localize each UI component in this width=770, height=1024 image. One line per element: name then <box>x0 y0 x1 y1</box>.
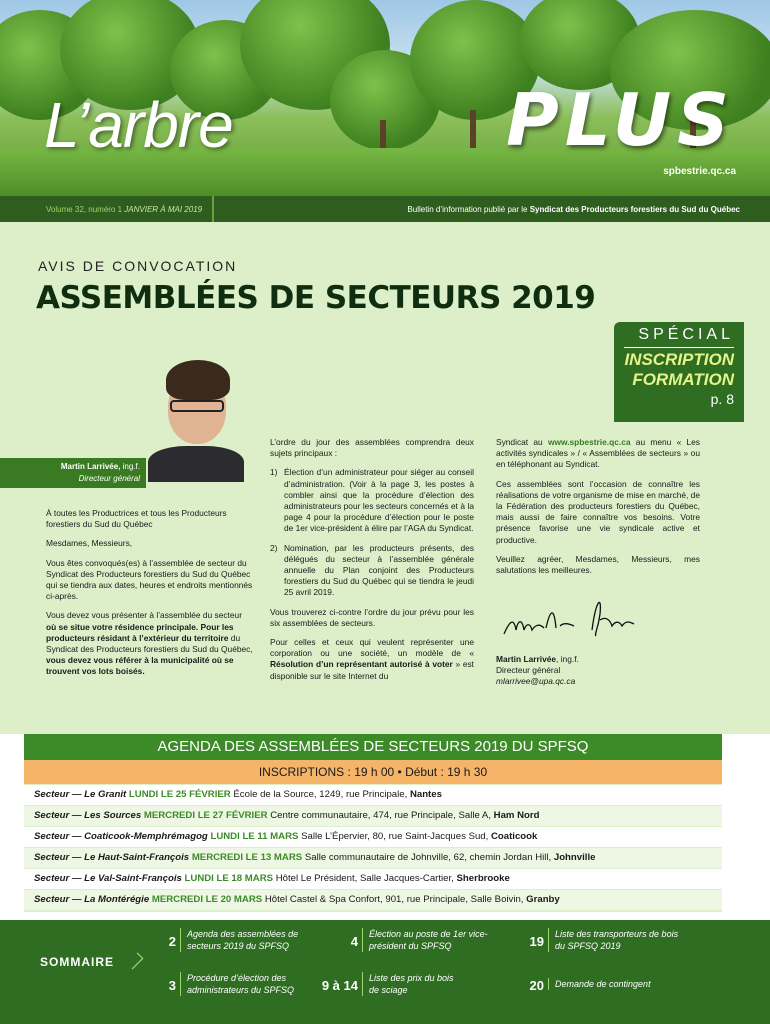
paragraph <box>270 637 474 682</box>
paragraph: L’ordre du jour des assemblées comprendra deux sujets principaux : <box>270 437 474 459</box>
divider <box>624 347 734 348</box>
sommaire-text: Liste des transporteurs de bois du SPFSQ 2019 <box>548 928 688 952</box>
sector-name: Secteur — Le Haut-Saint-François <box>34 852 190 863</box>
salutation: Mesdames, Messieurs, <box>46 538 133 549</box>
text-run: Vous devez vous présenter à l’assemblée du secteur <box>46 610 242 621</box>
paragraph <box>46 610 254 677</box>
page-title: ASSEMBLÉES DE SECTEURS 2019 <box>36 280 596 316</box>
agenda-inscriptions: INSCRIPTIONS : 19 h 00 • Début : 19 h 30 <box>24 760 722 784</box>
sommaire-page: 3 <box>168 978 176 993</box>
bulletin-description <box>407 205 740 214</box>
meeting-city: Johnville <box>553 852 596 863</box>
list-text: Nomination, par les producteurs présents, des délégués du secteur à l’assemblée générale annuelle du Plan conjoint des Producteurs forestiers du Sud du Québec qui se tiendra le jeudi 25 avril 2019. <box>284 542 474 598</box>
special-page: p. 8 <box>710 391 734 407</box>
sommaire-text: Procédure d’élection des administrateurs du SPFSQ <box>180 972 310 996</box>
signer-role: Directeur général <box>496 665 561 676</box>
meeting-date: MERCREDI LE 20 MARS <box>151 894 263 905</box>
sommaire-page: 4 <box>350 934 358 949</box>
meeting-city: Coaticook <box>490 831 538 842</box>
list-item <box>270 467 474 534</box>
meeting-city: Ham Nord <box>493 810 540 821</box>
author-role: Directeur général <box>78 474 140 483</box>
special-box[interactable] <box>614 322 744 422</box>
text-run: du Syndicat des Producteurs forestiers du Sud du Québec, <box>46 632 253 655</box>
meeting-place: Hôtel Castel & Spa Confort, 901, rue Principale, Salle Boivin, <box>264 894 527 905</box>
sommaire-text: Demande de contingent <box>548 978 688 990</box>
signer-name: Martin Larrivée <box>496 654 557 664</box>
meeting-date: LUNDI LE 25 FÉVRIER <box>128 789 231 800</box>
agenda-row <box>24 827 722 847</box>
letter-column-2 <box>270 437 474 690</box>
sector-name: Secteur — La Montérégie <box>34 894 150 905</box>
signature-block <box>496 654 700 688</box>
list-number: 1) <box>270 467 278 478</box>
author-credential: ing.f. <box>120 462 140 471</box>
sommaire-text: Élection au poste de 1er vice-président du SPFSQ <box>362 928 492 952</box>
portrait-glasses <box>170 400 224 412</box>
meeting-city: Granby <box>526 894 560 905</box>
sector-name: Secteur — Les Sources <box>34 810 142 821</box>
emphasis-text: vous devez vous référer à la municipalité où se trouvent vos lots boisés. <box>46 655 234 677</box>
issue-volume <box>46 205 202 214</box>
meeting-date: MERCREDI LE 13 MARS <box>191 852 303 863</box>
author-caption <box>0 458 146 488</box>
signer-email[interactable]: mlarrivee@upa.qc.ca <box>496 676 576 687</box>
meeting-date: LUNDI LE 11 MARS <box>210 831 299 842</box>
agenda-items <box>270 467 474 598</box>
text-run: Pour celles et ceux qui veulent représenter une corporation ou une société, un modèle de « <box>270 637 474 659</box>
special-formation: FORMATION <box>632 370 734 389</box>
emphasis-text: où se situe votre résidence principale. Pour les producteurs résidant à l’extérieur du territoire <box>46 621 234 643</box>
special-inscription: INSCRIPTION <box>624 350 734 369</box>
portrait-hair <box>166 360 230 400</box>
sommaire-page: 19 <box>529 934 544 949</box>
list-item <box>270 543 474 599</box>
sector-name: Secteur — Coaticook-Memphrémagog <box>34 831 208 842</box>
paragraph: Veuillez agréer, Mesdames, Messieurs, mes salutations les meilleures. <box>496 553 700 576</box>
logo-larbre: L’arbre <box>44 89 233 161</box>
meeting-place: Salle L’Épervier, 80, rue Saint-Jacques Sud, <box>301 831 491 842</box>
emphasis-text: Résolution d’un représentant autorisé à voter <box>270 659 453 670</box>
author-name: Martin Larrivée, <box>60 462 121 471</box>
meeting-place: Centre communautaire, 474, rue Principale, Salle A, <box>270 810 494 821</box>
special-label: SPÉCIAL <box>638 326 734 343</box>
header-banner <box>0 0 770 196</box>
sector-name: Secteur — Le Val-Saint-François <box>34 873 182 884</box>
text-run: Syndicat au <box>496 437 548 447</box>
sommaire-title: SOMMAIRE <box>40 955 114 969</box>
meeting-date: MERCREDI LE 27 FÉVRIER <box>143 810 268 821</box>
meeting-city: Nantes <box>409 789 442 800</box>
sommaire-page: 2 <box>168 934 176 949</box>
portrait-photo <box>148 354 244 482</box>
signature-image <box>500 590 640 646</box>
sommaire-text: Liste des prix du bois de sciage <box>362 972 462 996</box>
text-run: au menu « Les activités syndicales » / « Assemblées de secteurs » ou en téléphonant au Syndicat. <box>496 437 700 470</box>
agenda-row <box>24 890 722 910</box>
text-run: » est disponible sur le site Internet du <box>270 659 475 681</box>
sommaire-page: 20 <box>529 978 544 993</box>
paragraph: Vous trouverez ci-contre l’ordre du jour prévu pour les six assemblées de secteurs. <box>270 606 474 628</box>
meeting-place: École de la Source, 1249, rue Principale, <box>233 789 410 800</box>
meeting-date: LUNDI LE 18 MARS <box>184 873 274 884</box>
bar-divider <box>212 196 214 222</box>
paragraph: Ces assemblées sont l’occasion de connaître les réalisations de votre organisme de mise en marché, de la Fédération des producteurs forestiers du Québec, mais aussi de faire connaître vos besoins. Votre présence favorise une vie syndicale active et productive. <box>496 478 700 545</box>
site-link[interactable]: spbestrie.qc.ca <box>663 166 736 177</box>
letter-column-1 <box>46 508 254 686</box>
portrait-shirt <box>148 446 244 482</box>
volume-number: Volume 32, numéro 1 <box>46 205 123 214</box>
agenda-row <box>24 806 722 826</box>
notice-label: AVIS DE CONVOCATION <box>38 258 238 274</box>
meeting-place: Salle communautaire de Johnville, 62, chemin Jordan Hill, <box>304 852 554 863</box>
meeting-place: Hôtel Le Président, Salle Jacques-Cartier, <box>275 873 457 884</box>
letter-column-3 <box>496 437 700 584</box>
sector-name: Secteur — Le Granit <box>34 789 127 800</box>
description-text: Bulletin d’information publié par le <box>407 205 530 214</box>
salutation-recipients: À toutes les Productrices et tous les Producteurs forestiers du Sud du Québec <box>46 508 227 530</box>
agenda-row <box>24 848 722 868</box>
agenda-row <box>24 785 722 805</box>
list-number: 2) <box>270 542 278 553</box>
issue-period: JANVIER À MAI 2019 <box>124 205 203 214</box>
meeting-city: Sherbrooke <box>456 873 510 884</box>
paragraph <box>496 437 700 471</box>
sommaire-page: 9 à 14 <box>321 978 358 993</box>
agenda-title: AGENDA DES ASSEMBLÉES DE SECTEURS 2019 DU SPFSQ <box>24 734 722 760</box>
publisher-name: Syndicat des Producteurs forestiers du Sud du Québec <box>529 205 740 214</box>
paragraph: Vous êtes convoqués(es) à l’assemblée de secteur du Syndicat des Producteurs forestiers du Sud du Québec qui se tiendra aux dates, heures et endroits mentionnés ci-après. <box>46 557 253 602</box>
sommaire-text: Agenda des assemblées de secteurs 2019 du SPFSQ <box>180 928 310 952</box>
logo-plus: PLUS <box>506 78 736 162</box>
list-text: Élection d’un administrateur pour siéger au conseil d’administration. (Voir à la page 3, les postes à combler ainsi que la procédure d’élection des administrateurs pour les secteurs concernés et à la page 4 pour la procédure d’élection pour le poste de 1er vice-président à élire par l’AGA du Syndicat. <box>284 467 474 534</box>
signer-credential: , ing.f. <box>556 654 579 664</box>
issue-bar <box>0 196 770 222</box>
website-link[interactable]: www.spbestrie.qc.ca <box>547 437 631 447</box>
agenda-row <box>24 869 722 889</box>
